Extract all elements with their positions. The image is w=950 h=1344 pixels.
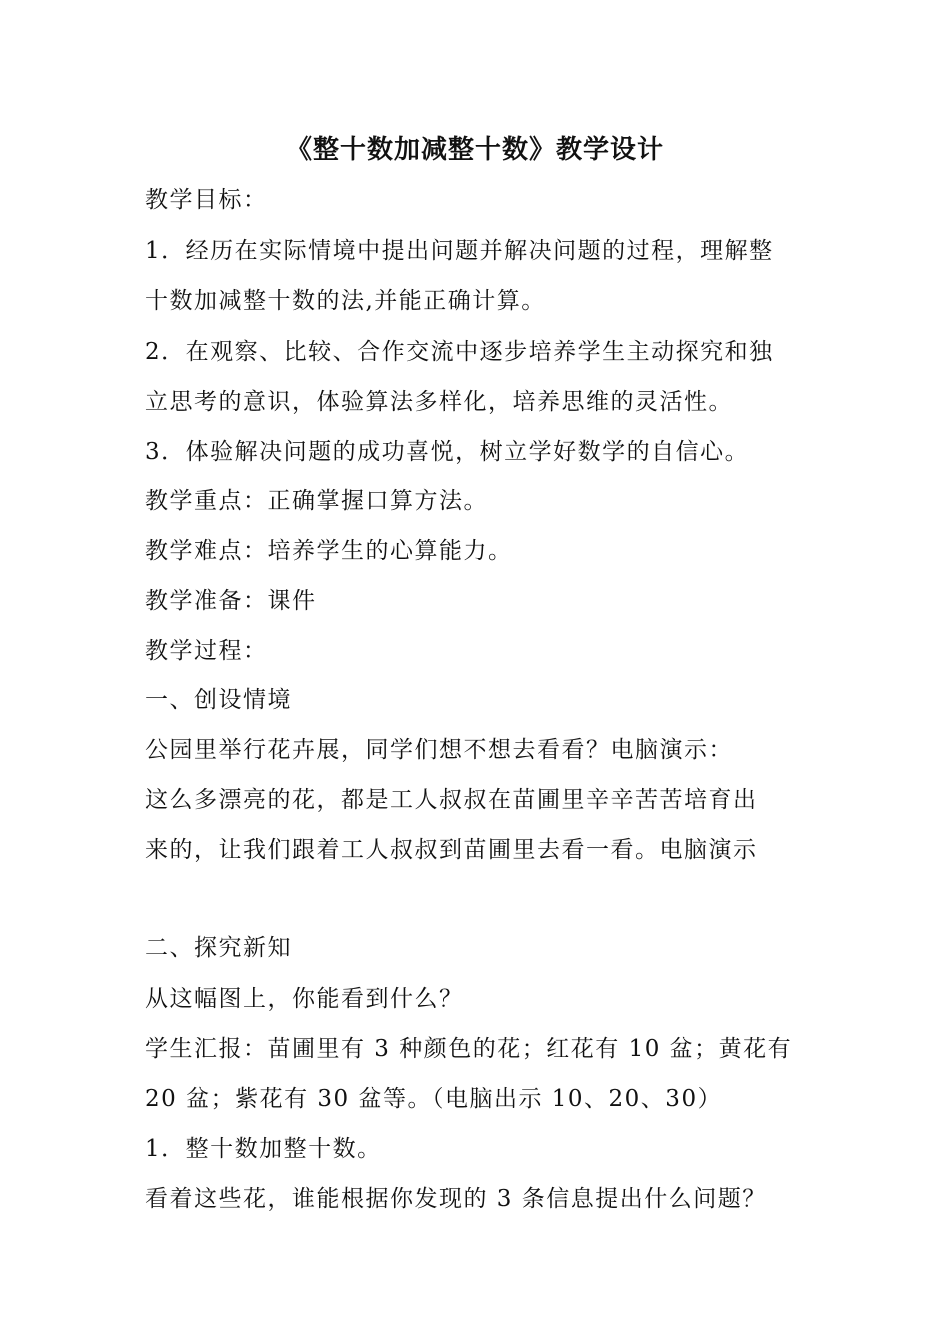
teaching-difficulty: 教学难点：培养学生的心算能力。: [145, 538, 513, 564]
goal-2-line-1: 2．在观察、比较、合作交流中逐步培养学生主动探究和独: [145, 339, 774, 365]
paragraph-line: 来的，让我们跟着工人叔叔到苗圃里去看一看。电脑演示: [145, 837, 758, 863]
heading-teaching-process: 教学过程：: [145, 638, 268, 664]
paragraph-line: 公园里举行花卉展，同学们想不想去看看？电脑演示：: [145, 737, 733, 763]
goal-1-line-1: 1．经历在实际情境中提出问题并解决问题的过程，理解整: [145, 238, 774, 264]
goal-2-line-2: 立思考的意识，体验算法多样化，培养思维的灵活性。: [145, 389, 733, 415]
subsection-heading: 1．整十数加整十数。: [145, 1136, 382, 1162]
paragraph-line: 看着这些花，谁能根据你发现的 3 条信息提出什么问题？: [145, 1186, 767, 1212]
paragraph-line: 这么多漂亮的花，都是工人叔叔在苗圃里辛辛苦苦培育出: [145, 787, 758, 813]
section-1-heading: 一、创设情境: [145, 687, 292, 713]
paragraph-line: 从这幅图上，你能看到什么？: [145, 986, 464, 1012]
heading-teaching-goals: 教学目标：: [145, 187, 268, 213]
section-2-heading: 二、探究新知: [145, 935, 292, 961]
teaching-preparation: 教学准备：课件: [145, 588, 317, 614]
paragraph-line: 学生汇报：苗圃里有 3 种颜色的花；红花有 10 盆；黄花有: [145, 1036, 793, 1062]
goal-3: 3．体验解决问题的成功喜悦，树立学好数学的自信心。: [145, 439, 750, 465]
paragraph-line: 20 盆；紫花有 30 盆等。（电脑出示 10、20、30）: [145, 1086, 723, 1112]
goal-1-line-2: 十数加减整十数的法,并能正确计算。: [145, 288, 546, 314]
teaching-key-point: 教学重点：正确掌握口算方法。: [145, 488, 488, 514]
document-title: 《整十数加减整十数》教学设计: [285, 135, 664, 165]
